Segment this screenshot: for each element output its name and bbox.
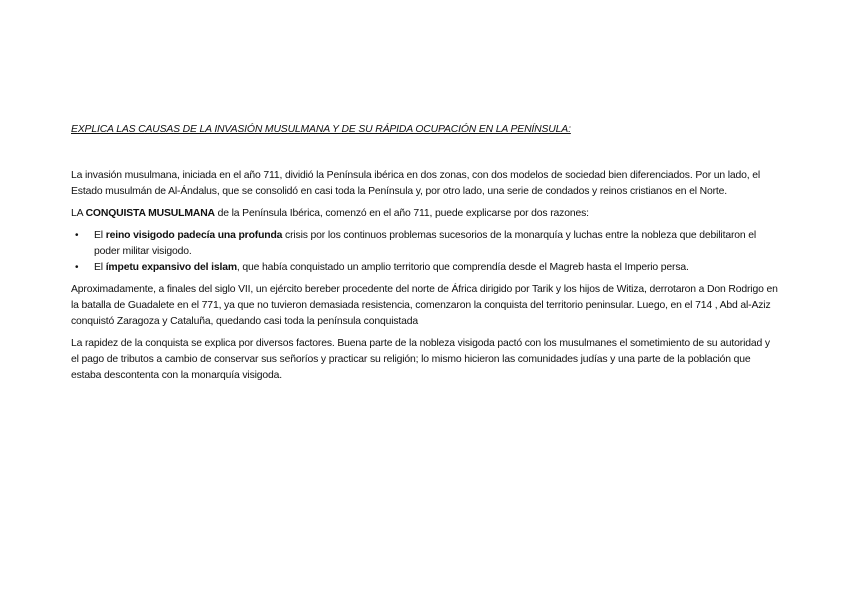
list-item-end: crisis por los continuos problemas sucesorios de la monarquía y luchas entre la nobleza que debilitaron el poder militar visigodo.	[94, 230, 757, 257]
causes-list	[71, 228, 779, 276]
list-item-bold: reino visigodo padecía una profunda	[105, 230, 283, 241]
list-item-end: , que había conquistado un amplio territorio que comprendía desde el Magreb hasta el Imperio persa.	[236, 262, 689, 273]
document-body	[71, 122, 779, 390]
list-item	[94, 228, 779, 260]
list-item-start: El	[94, 230, 106, 241]
intro-paragraph: La invasión musulmana, iniciada en el año 711, dividió la Península ibérica en dos zonas, con dos modelos de sociedad bien diferenciados. Por un lado, el Estado musulmán de Al-Ándalus, que se consolidó en casi toda la Península y, por otro lado, una serie de condados y reinos cristianos en el Norte.	[71, 170, 761, 197]
causes-paragraph-bold: CONQUISTA MUSULMANA	[85, 208, 215, 219]
causes-paragraph-end: de la Península Ibérica, comenzó en el año 711, puede explicarse por dos razones:	[214, 208, 589, 219]
list-item	[94, 260, 779, 276]
causes-paragraph	[71, 206, 779, 222]
causes-paragraph-start: LA	[71, 208, 86, 219]
conquest-paragraph: Aproximadamente, a finales del siglo VII, un ejército bereber procedente del norte de África dirigido por Tarik y los hijos de Witiza, derrotaron a Don Rodrigo en la batalla de Guadalete en el 771, ya que no tuvieron demasiada resistencia, comenzaron la conquista del territorio peninsular. Luego, en el 714 , Abd al-Aziz conquistó Zaragoza y Cataluña, quedando casi toda la península conquistada	[71, 284, 778, 327]
document-title: EXPLICA LAS CAUSAS DE LA INVASIÓN MUSULMANA Y DE SU RÁPIDA OCUPACIÓN EN LA PENÍNSULA:	[71, 124, 571, 135]
list-item-bold: ímpetu expansivo del islam	[105, 262, 237, 273]
list-item-start: El	[94, 262, 106, 273]
speed-paragraph: La rapidez de la conquista se explica por diversos factores. Buena parte de la nobleza visigoda pactó con los musulmanes el sometimiento de su autoridad y el pago de tributos a cambio de conservar sus señoríos y practicar su religión; lo mismo hicieron las comunidades judías y una parte de la población que estaba descontenta con la monarquía visigoda.	[71, 338, 770, 381]
